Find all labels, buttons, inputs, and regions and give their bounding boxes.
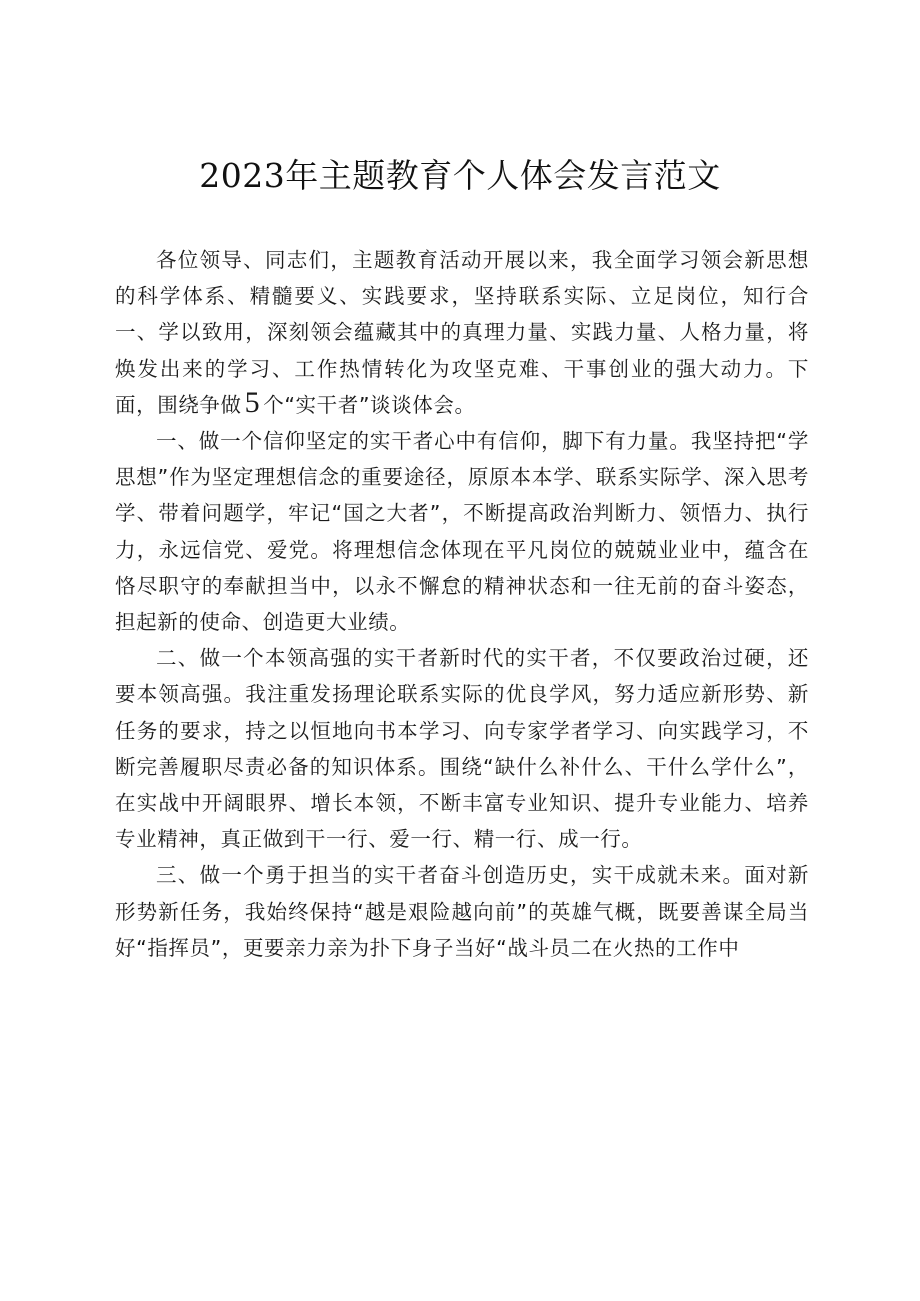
paragraph-section-3: 三、做一个勇于担当的实干者奋斗创造历史，实干成就未来。面对新形势新任务，我始终保持“越是艰险越向前”的英雄气概，既要善谋全局当好“指挥员”，更要亲力亲为扑下身子当好“战斗员二在火热的工作中 [115, 863, 809, 960]
intro-paragraph [115, 242, 809, 423]
document-title: 2023年主题教育个人体会发言范文 [199, 156, 721, 195]
document-body [115, 242, 809, 966]
paragraph-section-1: 一、做一个信仰坚定的实干者心中有信仰，脚下有力量。我坚持把“学思想”作为坚定理想信念的重要途径，原原本本学、联系实际学、深入思考学、带着问题学，牢记“国之大者”，不断提高政治判断力、领悟力、执行力，永远信党、爱党。将理想信念体现在平凡岗位的兢兢业业中，蕴含在恪尽职守的奉献担当中，以永不懈怠的精神状态和一往无前的奋斗姿态，担起新的使命、创造更大业绩。 [115, 429, 809, 635]
intro-text: 各位领导、同志们，主题教育活动开展以来，我全面学习领会新思想的科学体系、精髓要义、实践要求，坚持联系实际、立足岗位，知行合一、学以致用，深刻领会蕴藏其中的真理力量、实践力量、人格力量，将焕发出来的学习、工作热情转化为攻坚克难、干事创业的强大动力。下面，围绕争做 [115, 248, 809, 417]
paragraph-section-2: 二、做一个本领高强的实干者新时代的实干者，不仅要政治过硬，还要本领高强。我注重发扬理论联系实际的优良学风，努力适应新形势、新任务的要求，持之以恒地向书本学习、向专家学者学习、向实践学习，不断完善履职尽责必备的知识体系。围绕“缺什么补什么、干什么学什么”，在实战中开阔眼界、增长本领，不断丰富专业知识、提升专业能力、培养专业精神，真正做到干一行、爱一行、精一行、成一行。 [115, 646, 809, 852]
intro-number: 5 [244, 385, 261, 419]
intro-text-end: 个“实干者”谈谈体会。 [263, 392, 476, 417]
